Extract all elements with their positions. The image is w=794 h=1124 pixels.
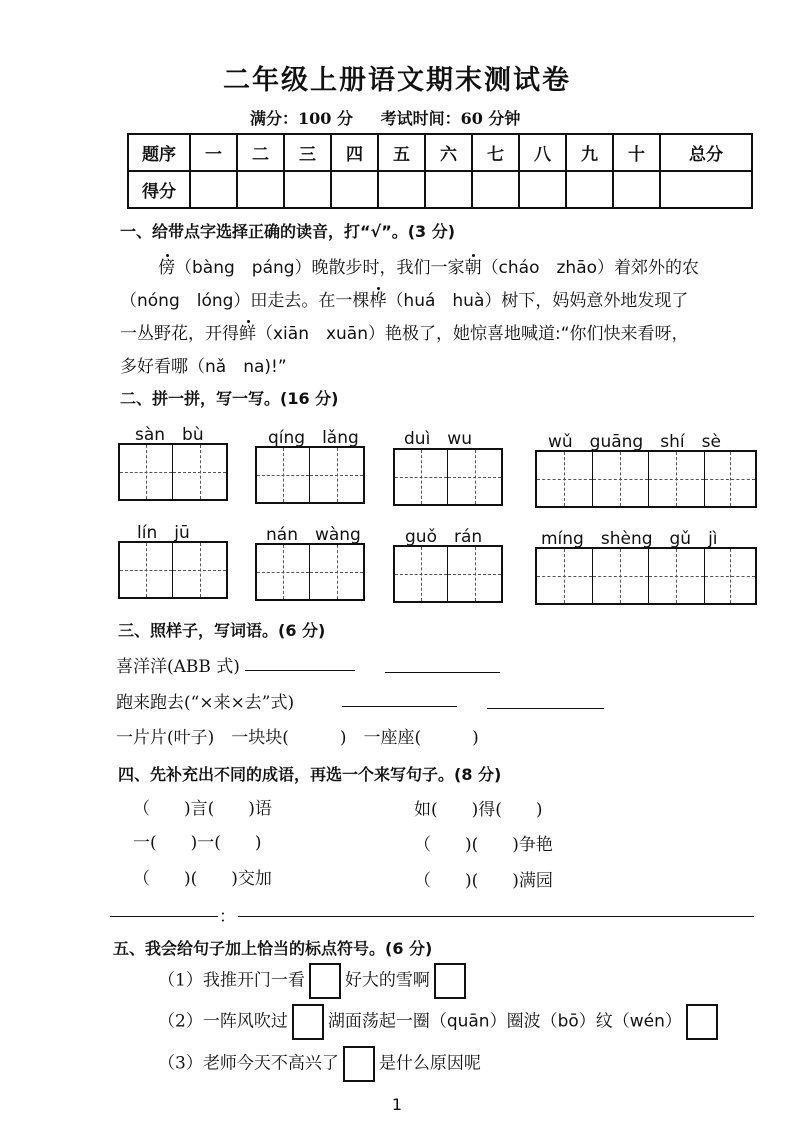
section-2-heading: 二、拼一拼，写一写。(16 分) [120, 389, 339, 408]
text-span: （nóng lóng）田走去。在一棵 [120, 291, 370, 311]
sentence-text: （3）老师今天不高兴了 [158, 1053, 339, 1074]
grid-cell[interactable] [120, 543, 173, 597]
writing-grid[interactable] [393, 448, 503, 506]
section-1-heading: 一、给带点字选择正确的读音，打“√”。(3 分) [120, 222, 456, 241]
full-score-label: 满分：100 分 [250, 109, 353, 128]
text-span: （cháo zhāo）着郊外的农 [481, 258, 700, 278]
score-table [127, 133, 753, 209]
exam-info [250, 106, 542, 129]
pinyin-label: wǔ guāng shí sè [548, 432, 721, 452]
grid-cell[interactable] [310, 448, 363, 502]
pinyin-label: míng shèng gǔ jì [541, 529, 718, 549]
grid-cell[interactable] [257, 448, 310, 502]
answer-line[interactable] [342, 706, 457, 707]
header-cell: 三 [284, 134, 331, 171]
score-cell[interactable] [472, 171, 519, 208]
score-table-header-row [128, 134, 752, 171]
header-cell: 四 [331, 134, 378, 171]
punctuation-sentence-2 [158, 1004, 722, 1040]
pinyin-label: qíng lǎng [268, 428, 359, 448]
grid-cell[interactable] [120, 445, 173, 499]
pinyin-label: lín jū [137, 523, 190, 543]
grid-cell[interactable] [593, 549, 649, 603]
text-span: （xiān xuān）艳极了，她惊喜地喊道:“你们快来看呀， [256, 324, 689, 344]
section-3-heading: 三、照样子，写词语。(6 分) [118, 621, 326, 640]
grid-cell[interactable] [395, 450, 448, 504]
punctuation-box[interactable] [686, 1004, 718, 1040]
text-span: （huá huà）树下，妈妈意外地发现了 [386, 291, 689, 311]
grid-cell[interactable] [448, 450, 501, 504]
score-table-score-row [128, 171, 752, 208]
lai-qu-prompt: 跑来跑去(“×来×去”式) [116, 693, 295, 713]
score-cell[interactable] [378, 171, 425, 208]
punctuation-box[interactable] [434, 963, 466, 999]
score-cell[interactable] [519, 171, 566, 208]
writing-grid[interactable] [535, 547, 757, 605]
text-span: 一丛野花，开得 [120, 324, 239, 344]
header-cell: 一 [190, 134, 237, 171]
grid-cell[interactable] [395, 547, 448, 601]
sentence-text: 是什么原因呢 [378, 1053, 481, 1074]
page-title: 二年级上册语文期末测试卷 [223, 65, 571, 96]
grid-cell[interactable] [649, 549, 705, 603]
idiom-blank[interactable]: （ )言( )语 [133, 799, 272, 819]
abb-prompt: 喜洋洋(ABB 式) [116, 657, 240, 677]
punctuation-box[interactable] [292, 1004, 324, 1040]
idiom-blank[interactable]: （ )( )满园 [414, 871, 553, 891]
pinyin-label: sàn bù [135, 425, 204, 445]
score-cell[interactable] [425, 171, 472, 208]
text-span: （bàng páng）晚散步时，我们一家 [175, 258, 465, 278]
grid-cell[interactable] [173, 445, 226, 499]
section-4-heading: 四、先补充出不同的成语，再选一个来写句子。(8 分) [118, 765, 502, 784]
answer-line[interactable] [245, 670, 355, 671]
dotted-char: 傍 [158, 258, 175, 278]
header-cell: 八 [519, 134, 566, 171]
header-cell: 总分 [660, 134, 752, 171]
pinyin-label: duì wu [404, 429, 472, 449]
grid-cell[interactable] [448, 547, 501, 601]
sentence-text: 湖面荡起一圈（quān）圈波（bō）纹（wén） [327, 1011, 682, 1032]
dotted-char: 鲜 [239, 324, 256, 344]
grid-cell[interactable] [257, 545, 310, 599]
answer-line[interactable] [487, 708, 604, 709]
grid-cell[interactable] [537, 549, 593, 603]
writing-grid[interactable] [535, 450, 757, 508]
header-cell: 二 [237, 134, 284, 171]
writing-grid[interactable] [393, 545, 503, 603]
idiom-blank[interactable]: 如( )得( ) [414, 800, 543, 820]
header-cell: 题序 [128, 134, 190, 171]
idiom-answer-line[interactable] [110, 916, 218, 917]
punctuation-box[interactable] [343, 1046, 375, 1082]
grid-cell[interactable] [649, 452, 705, 506]
score-cell[interactable] [660, 171, 752, 208]
writing-grid[interactable] [118, 541, 228, 599]
punctuation-sentence-3 [158, 1046, 481, 1082]
score-cell[interactable] [566, 171, 613, 208]
grid-cell[interactable] [173, 543, 226, 597]
grid-cell[interactable] [705, 549, 755, 603]
header-cell: 七 [472, 134, 519, 171]
idiom-blank[interactable]: （ )( )争艳 [414, 835, 553, 855]
punctuation-sentence-1 [158, 963, 470, 999]
idiom-blank[interactable]: 一( )一( ) [133, 833, 262, 853]
sentence-text: （2）一阵风吹过 [158, 1011, 288, 1032]
score-cell[interactable] [237, 171, 284, 208]
dotted-char: 朝 [464, 258, 482, 278]
header-cell: 九 [566, 134, 613, 171]
score-cell[interactable] [331, 171, 378, 208]
sentence-text: （1）我推开门一看 [158, 970, 305, 991]
section-5-heading: 五、我会给句子加上恰当的标点符号。(6 分) [113, 939, 433, 958]
section-1-line-4: 多好看哪（nǎ na)!” [120, 357, 287, 377]
row-label: 得分 [128, 171, 190, 208]
pinyin-label: nán wàng [266, 525, 361, 545]
exam-time-label: 考试时间：60 分钟 [380, 109, 521, 128]
header-cell: 十 [613, 134, 660, 171]
grid-cell[interactable] [593, 452, 649, 506]
colon: ： [219, 907, 236, 927]
section-1-line-2 [120, 286, 688, 311]
sentence-text: 好大的雪啊 [344, 970, 430, 991]
pinyin-label: guǒ rán [405, 527, 483, 547]
section-1-line-1 [158, 253, 699, 278]
writing-grid[interactable] [255, 543, 365, 601]
sentence-answer-line[interactable] [238, 916, 754, 917]
score-cell[interactable] [613, 171, 660, 208]
idiom-blank[interactable]: （ )( )交加 [133, 869, 272, 889]
score-cell[interactable] [190, 171, 237, 208]
writing-grid[interactable] [118, 443, 228, 501]
grid-cell[interactable] [310, 545, 363, 599]
reduplication-prompt: 一片片(叶子) 一块块( ) 一座座( ) [116, 728, 479, 748]
punctuation-box[interactable] [309, 963, 341, 999]
writing-grid[interactable] [255, 446, 365, 504]
grid-cell[interactable] [537, 452, 593, 506]
header-cell: 六 [425, 134, 472, 171]
header-cell: 五 [378, 134, 425, 171]
grid-cell[interactable] [705, 452, 755, 506]
section-1-line-3 [120, 319, 689, 344]
score-cell[interactable] [284, 171, 331, 208]
page-number: 1 [391, 1095, 403, 1114]
dotted-char: 桦 [369, 291, 387, 311]
answer-line[interactable] [385, 672, 500, 673]
